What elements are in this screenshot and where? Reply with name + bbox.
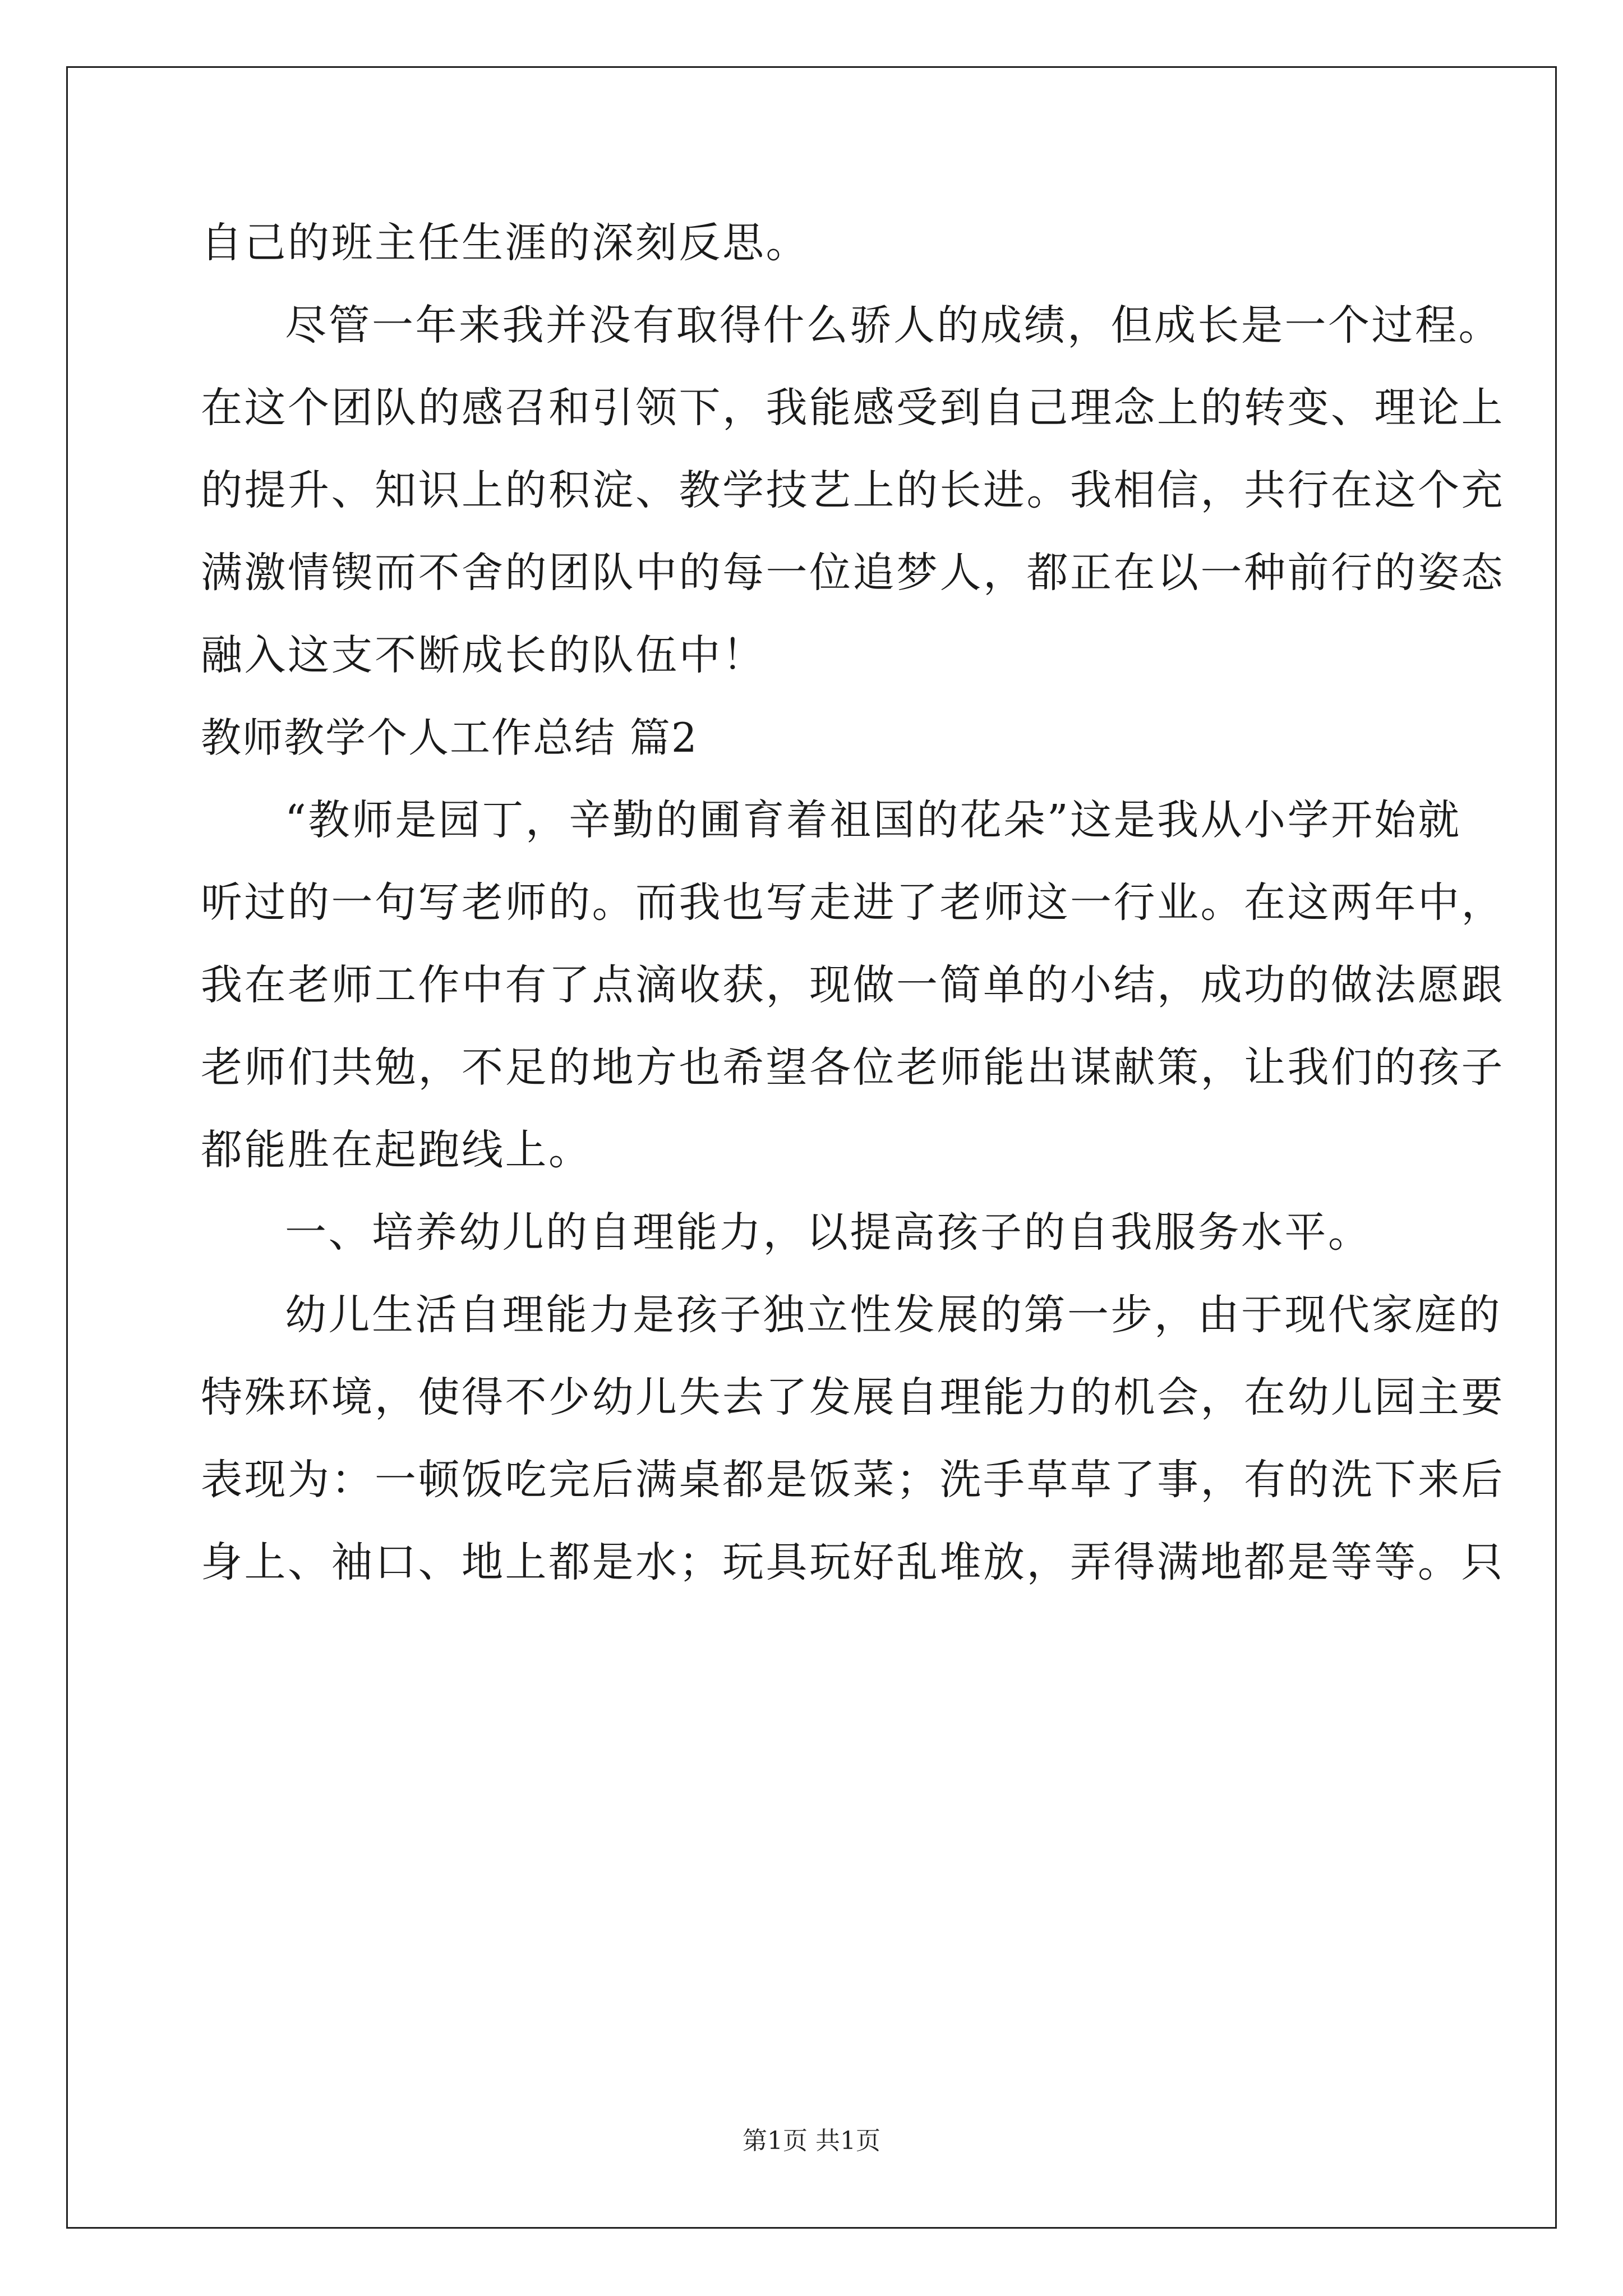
text-line: 自己的班主任生涯的深刻反思。 — [201, 219, 809, 267]
section-heading: 教师教学个人工作总结 篇2 — [201, 714, 698, 761]
text-line: 在这个团队的感召和引领下，我能感受到自己理念上的转变、理论上 — [201, 384, 1505, 432]
text-line: 我在老师工作中有了点滴收获，现做一简单的小结，成功的做法愿跟 — [201, 961, 1505, 1009]
text-line: 老师们共勉，不足的地方也希望各位老师能出谋献策，让我们的孩子 — [201, 1043, 1505, 1092]
text-line: 尽管一年来我并没有取得什么骄人的成绩，但成长是一个过程。 — [285, 301, 1502, 349]
text-line: 特殊环境，使得不少幼儿失去了发展自理能力的机会，在幼儿园主要 — [201, 1373, 1505, 1421]
text-line: 一、培养幼儿的自理能力，以提高孩子的自我服务水平。 — [285, 1208, 1372, 1257]
document-body — [201, 202, 1505, 1604]
page-footer: 第1页 共1页 — [743, 2127, 880, 2155]
text-line: 融入这支不断成长的队伍中！ — [201, 631, 766, 679]
text-line: 表现为：一顿饭吃完后满桌都是饭菜；洗手草草了事，有的洗下来后 — [201, 1456, 1505, 1504]
text-line: 都能胜在起跑线上。 — [201, 1126, 592, 1174]
text-line: 身上、袖口、地上都是水；玩具玩好乱堆放，弄得满地都是等等。只 — [201, 1538, 1505, 1586]
text-line: 满激情锲而不舍的团队中的每一位追梦人，都正在以一种前行的姿态 — [201, 549, 1505, 597]
text-line: 幼儿生活自理能力是孩子独立性发展的第一步，由于现代家庭的 — [285, 1291, 1502, 1339]
text-line: 听过的一句写老师的。而我也写走进了老师这一行业。在这两年中， — [201, 878, 1505, 927]
text-line: 的提升、知识上的积淀、教学技艺上的长进。我相信，共行在这个充 — [201, 466, 1505, 514]
text-line: “教师是园丁，辛勤的圃育着祖国的花朵”这是我从小学开始就 — [285, 796, 1461, 844]
